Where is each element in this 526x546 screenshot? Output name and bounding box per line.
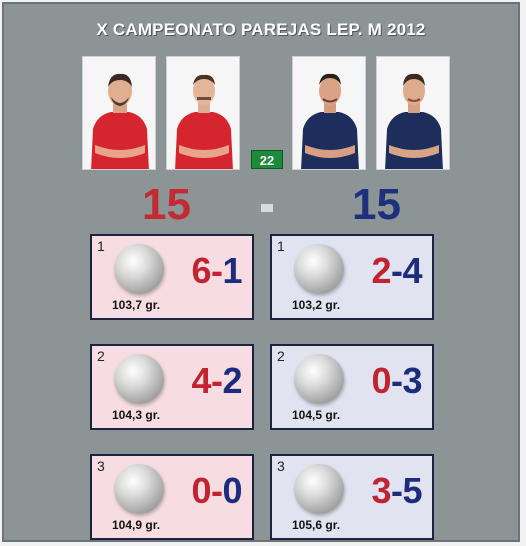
ball-result [191,361,242,401]
ball-card-red-3 [90,454,254,540]
ball-weight: 104,5 gr. [292,408,341,422]
result-sep: - [210,470,223,511]
ball-icon [294,354,344,404]
ball-icon [114,354,164,404]
result-blue: 1 [222,250,242,291]
ball-weight: 103,2 gr. [292,298,341,312]
ball-card-blue-3 [270,454,434,540]
ball-weight: 105,6 gr. [292,518,341,532]
result-sep: - [390,250,403,291]
player-photo-red-1 [82,56,156,170]
ball-weight: 104,3 gr. [112,408,161,422]
result-sep: - [390,470,403,511]
ball-card-red-2 [90,344,254,430]
result-blue: 5 [402,470,422,511]
result-blue: 4 [402,250,422,291]
ball-result [191,471,242,511]
ball-number: 1 [97,238,105,254]
result-blue: 0 [222,470,242,511]
ball-result [371,361,422,401]
result-blue: 3 [402,360,422,401]
ball-card-blue-2 [270,344,434,430]
ball-weight: 103,7 gr. [112,298,161,312]
ball-icon [294,464,344,514]
ball-result [371,471,422,511]
result-sep: - [210,360,223,401]
result-red: 6 [191,250,211,291]
score-separator [261,204,273,212]
ball-card-blue-1 [270,234,434,320]
result-blue: 2 [222,360,242,401]
player-photo-red-2 [166,56,240,170]
ball-number: 3 [97,458,105,474]
red-team-score: 15 [142,180,191,229]
ball-icon [114,244,164,294]
ball-result [371,251,422,291]
ball-icon [114,464,164,514]
result-red: 4 [191,360,211,401]
result-sep: - [390,360,403,401]
ball-weight: 104,9 gr. [112,518,161,532]
player-photo-blue-1 [292,56,366,170]
result-red: 3 [371,470,391,511]
ball-number: 3 [277,458,285,474]
ball-number: 2 [277,348,285,364]
ball-number: 2 [97,348,105,364]
result-red: 0 [191,470,211,511]
result-sep: - [210,250,223,291]
blue-team-score: 15 [352,180,401,229]
result-red: 0 [371,360,391,401]
ball-icon [294,244,344,294]
center-badge: 22 [251,150,283,169]
page-title: X CAMPEONATO PAREJAS LEP. M 2012 [96,20,426,39]
scoreboard-panel [2,2,520,542]
player-photo-blue-2 [376,56,450,170]
ball-result [191,251,242,291]
ball-card-red-1 [90,234,254,320]
ball-number: 1 [277,238,285,254]
result-red: 2 [371,250,391,291]
